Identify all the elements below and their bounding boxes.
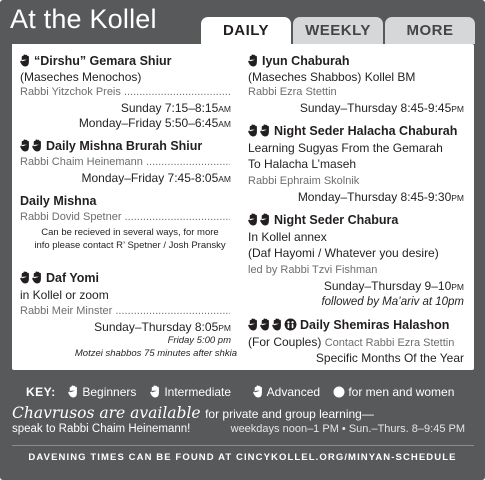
shemiras-halashon-title: Daily Shemiras Halashon [248, 318, 449, 334]
halacha-chaburah-title: Night Seder Halacha Chaburah [248, 124, 457, 140]
night-seder-chabura-title: Night Seder Chabura [248, 213, 398, 229]
dirshu-time-sunday: Sunday 7:15–8:15AM [120, 101, 231, 115]
raised-hand-icon [260, 213, 271, 226]
raised-hand-icon [248, 124, 259, 137]
chavrusos-contact [12, 423, 477, 439]
daf-yomi-title: Daf Yomi [20, 271, 99, 287]
daily-mishna-title: Daily Mishna [20, 194, 97, 208]
raised-hand-icon [32, 139, 43, 152]
daf-yomi-friday-time: Friday 5:00 pm [167, 335, 231, 346]
intermediate-level-icons [20, 139, 44, 155]
daily-mishna-note-2: info please contact R’ Spetner / Josh Pransky [34, 240, 226, 251]
iyun-chaburah-time: Sunday–Thursday 8:45-9:45PM [299, 101, 464, 115]
chavrusos-contact-text: speak to Rabbi Chaim Heinemann! [12, 423, 191, 435]
raised-hand-icon [20, 271, 31, 284]
men-and-women-icon [333, 386, 345, 398]
raised-hand-icon [260, 124, 271, 137]
level-key [20, 385, 470, 403]
raised-hand-icon [248, 54, 259, 67]
dirshu-subtitle: (Maseches Menochos) [20, 70, 142, 84]
halacha-chaburah-subtitle-2: To Halacha L’maseh [248, 157, 357, 171]
footer-divider [12, 445, 474, 446]
daily-mishna-note-1: Can be recieved in several ways, for more [41, 227, 219, 238]
raised-hand-icon [32, 271, 43, 284]
schedule-tabs [201, 17, 477, 44]
daf-yomi-time: Sunday–Thursday 8:05PM [94, 320, 231, 334]
key-beginners: Beginners [68, 385, 136, 399]
raised-hand-icon [248, 213, 259, 226]
shemiras-halashon-audience: (For Couples) Contact Rabbi Ezra Stettin [248, 335, 455, 349]
raised-hand-icon [68, 385, 79, 398]
men-and-women-icon [284, 318, 297, 331]
halacha-chaburah-time: Monday–Thursday 8:45-9:30PM [297, 190, 464, 204]
beginner-level-icons [20, 54, 32, 70]
raised-hand-icon [20, 139, 31, 152]
raised-hand-icon [272, 318, 283, 331]
dirshu-title: “Dirshu” Gemara Shiur [20, 54, 172, 70]
chavrusos-notice [12, 404, 482, 422]
intermediate-level-icons [248, 124, 272, 140]
night-seder-chabura-time: Sunday–Thursday 9–10PM [323, 279, 464, 293]
dirshu-rabbi: Rabbi Yitzchok Preis ..... [20, 85, 230, 99]
daf-yomi-location: in Kollel or zoom [20, 288, 109, 302]
night-seder-chabura-location: In Kollel annex [248, 230, 327, 244]
chavrusos-description: for private and group learning— [205, 407, 374, 421]
night-seder-chabura-topic: (Daf Hayomi / Whatever you desire) [248, 246, 439, 260]
iyun-chaburah-subtitle: (Maseches Shabbos) Kollel BM [248, 70, 416, 84]
halacha-chaburah-rabbi: Rabbi Ephraim Skolnik [248, 175, 360, 187]
raised-hand-icon [20, 54, 31, 67]
mishna-brurah-title: Daily Mishna Brurah Shiur [20, 139, 202, 155]
intermediate-level-icons [248, 213, 272, 229]
mixed-level-icons [248, 318, 298, 334]
iyun-chaburah-title: Iyun Chaburah [248, 54, 350, 70]
night-seder-chabura-maariv: followed by Ma’ariv at 10pm [321, 296, 464, 308]
daf-yomi-rabbi: Rabbi Meir Minster ..... [20, 304, 230, 318]
key-label: KEY: [26, 385, 56, 399]
advanced-level-icons [248, 54, 260, 70]
key-men-and-women: for men and women [333, 385, 454, 399]
daily-schedule-content [12, 44, 474, 370]
tab-more[interactable]: MORE [385, 17, 475, 44]
key-advanced: Advanced [253, 385, 320, 399]
page-title: At the Kollel [10, 4, 157, 34]
tab-daily[interactable]: DAILY [201, 17, 291, 44]
night-seder-chabura-leader: led by Rabbi Tzvi Fishman [248, 264, 378, 276]
raised-hand-icon [248, 318, 259, 331]
daily-mishna-rabbi: Rabbi Dovid Spetner ..... [20, 210, 230, 224]
mishna-brurah-rabbi: Rabbi Chaim Heinemann ..... [20, 155, 230, 169]
davening-times-link[interactable]: DAVENING TIMES CAN BE FOUND AT CINCYKOLLEL.ORG/MINYAN-SCHEDULE [28, 452, 457, 463]
tab-weekly[interactable]: WEEKLY [293, 17, 383, 44]
raised-hand-icon [150, 385, 161, 398]
chavrusos-times: weekdays noon–1 PM • Sun.–Thurs. 8–9:45 PM [230, 423, 465, 435]
halacha-chaburah-subtitle-1: Learning Sugyas From the Gemarah [248, 141, 443, 155]
dirshu-time-weekday: Monday–Friday 5:50–6:45AM [78, 116, 231, 130]
raised-hand-icon [260, 318, 271, 331]
mishna-brurah-time: Monday–Friday 7:45-8:05AM [81, 171, 231, 185]
shemiras-halashon-schedule: Specific Months Of the Year [315, 351, 464, 365]
iyun-chaburah-rabbi: Rabbi Ezra Stettin [248, 86, 337, 98]
intermediate-level-icons [20, 271, 44, 287]
key-intermediate: Intermediate [150, 385, 231, 399]
chavrusos-headline: Chavrusos are available [12, 404, 201, 422]
daf-yomi-motzei-shabbos-time: Motzei shabbos 75 minutes after shkia [74, 348, 237, 359]
raised-hand-icon [253, 385, 264, 398]
